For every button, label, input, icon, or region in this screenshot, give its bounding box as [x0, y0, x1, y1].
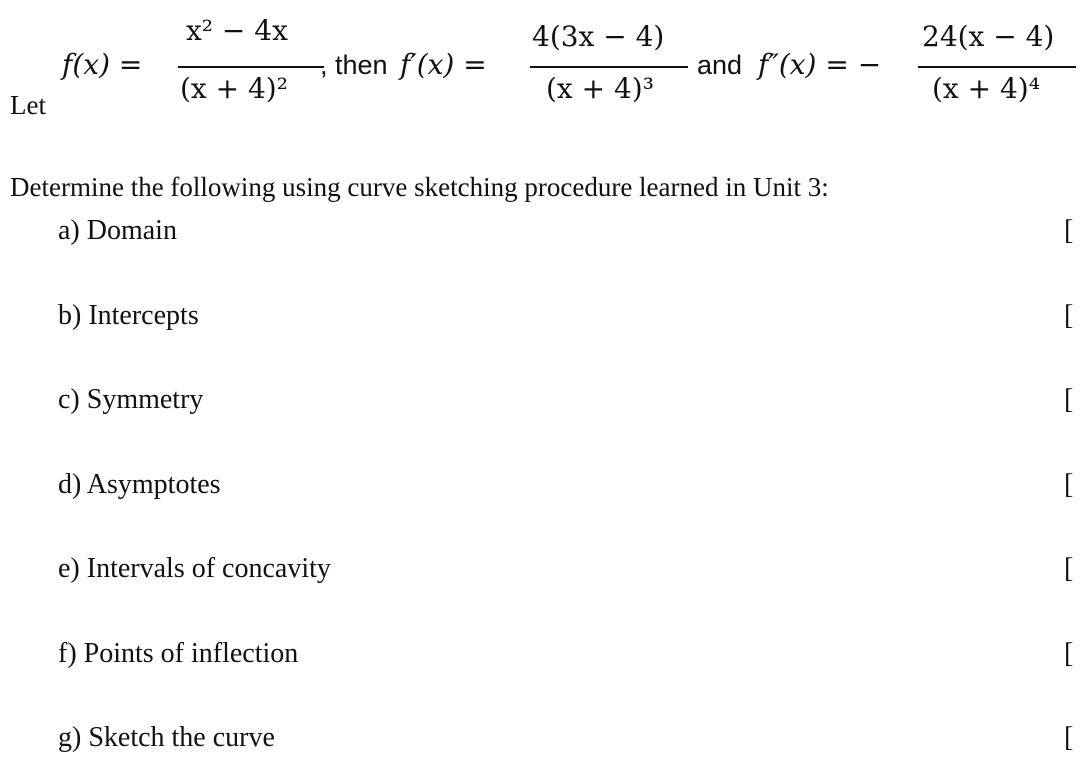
- fprime-denominator: (x + 4)³: [546, 72, 654, 105]
- item-intercepts: b) Intercepts: [58, 300, 199, 331]
- item-intercepts-marks: [: [1064, 300, 1074, 331]
- fdoubleprime-numerator: 24(x − 4): [922, 20, 1055, 53]
- fdoubleprime-denominator: (x + 4)⁴: [932, 72, 1040, 105]
- f-numerator: x² − 4x: [186, 14, 288, 47]
- item-concavity-marks: [: [1064, 553, 1074, 584]
- item-sketch-marks: [: [1064, 722, 1074, 753]
- item-domain: a) Domain: [58, 215, 177, 246]
- item-inflection-marks: [: [1064, 638, 1074, 669]
- f-fraction-bar: [178, 66, 324, 68]
- item-inflection: f) Points of inflection: [58, 638, 299, 669]
- item-asymptotes: d) Asymptotes: [58, 469, 221, 500]
- item-asymptotes-marks: [: [1064, 469, 1074, 500]
- f-denominator: (x + 4)²: [180, 72, 288, 105]
- let-label: Let: [10, 90, 46, 120]
- fprime-fraction-bar: [530, 66, 688, 68]
- fdoubleprime-lhs: f″(x) = −: [758, 48, 882, 81]
- item-symmetry: c) Symmetry: [58, 384, 204, 415]
- item-symmetry-marks: [: [1064, 384, 1074, 415]
- item-sketch: g) Sketch the curve: [58, 722, 275, 753]
- f-lhs: f(x) =: [62, 48, 143, 81]
- item-concavity: e) Intervals of concavity: [58, 553, 331, 584]
- instruction-text: Determine the following using curve sketching procedure learned in Unit 3:: [10, 172, 829, 202]
- item-domain-marks: [: [1064, 215, 1074, 246]
- fprime-lhs: f′(x) =: [400, 48, 487, 81]
- fprime-numerator: 4(3x − 4): [532, 20, 665, 53]
- then-text: , then: [320, 50, 388, 80]
- fdoubleprime-fraction-bar: [918, 66, 1076, 68]
- and-text: and: [697, 50, 743, 80]
